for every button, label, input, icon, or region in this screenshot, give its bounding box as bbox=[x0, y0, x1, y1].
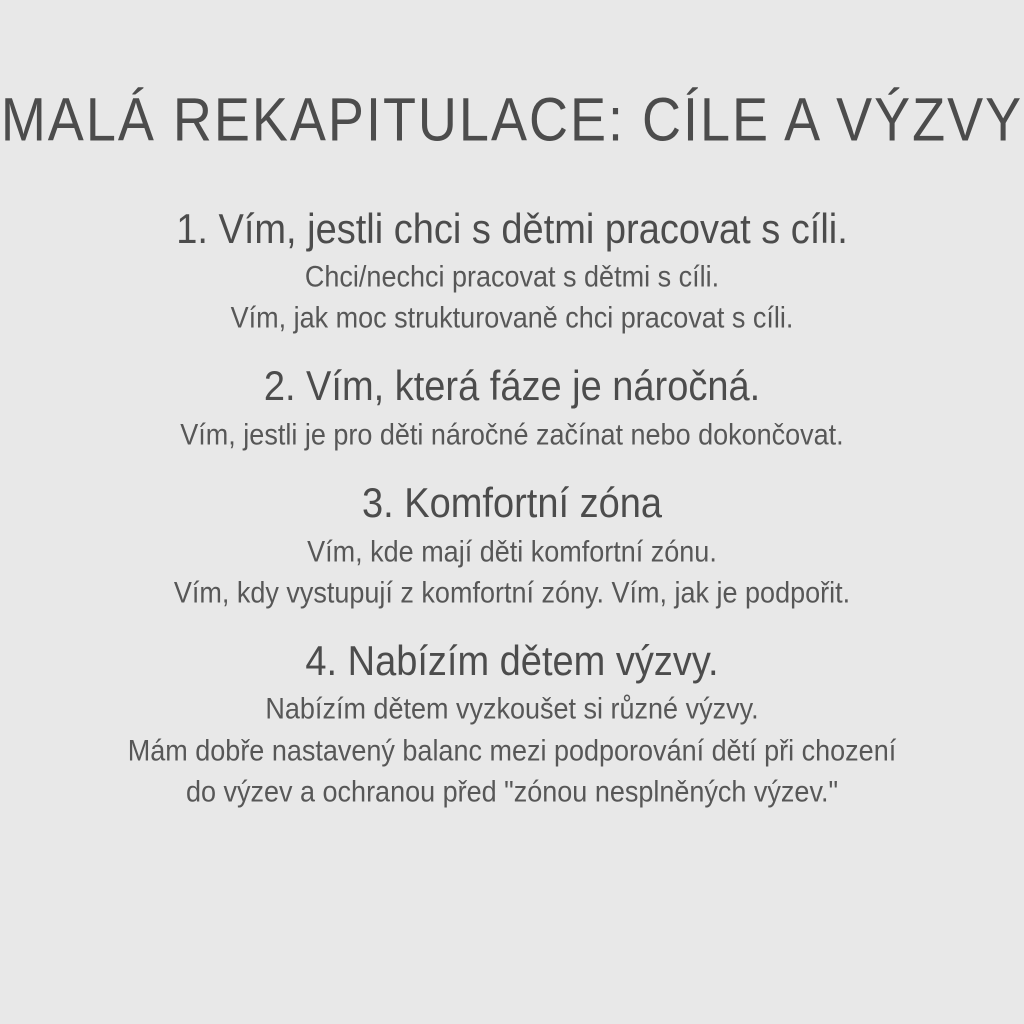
section-line: Mám dobře nastavený balanc mezi podporování dětí při chození bbox=[127, 734, 897, 767]
section-item-3 bbox=[40, 463, 984, 615]
section-line: Vím, kdy vystupují z komfortní zóny. Vím, jak je podpořit. bbox=[173, 576, 851, 609]
section-line: Chci/nechci pracovat s dětmi s cíli. bbox=[304, 260, 720, 294]
section-item-2 bbox=[40, 346, 984, 457]
section-item-1 bbox=[40, 189, 984, 341]
section-line: Vím, jestli je pro děti náročné začínat nebo dokončovat. bbox=[180, 418, 844, 452]
section-heading: 2. Vím, která fáze je náročná. bbox=[263, 364, 761, 411]
page-title: MALÁ REKAPITULACE: CÍLE A VÝZVY bbox=[0, 85, 1024, 155]
section-heading: 4. Nabízím dětem výzvy. bbox=[305, 638, 719, 685]
section-item-4 bbox=[40, 621, 984, 814]
section-line: Vím, kde mají děti komfortní zónu. bbox=[307, 535, 717, 568]
section-heading: 3. Komfortní zóna bbox=[362, 480, 662, 528]
section-line: Nabízím dětem vyzkoušet si různé výzvy. bbox=[265, 693, 759, 726]
section-line: do výzev a ochranou před "zónou nesplněných výzev." bbox=[185, 775, 839, 808]
section-line: Vím, jak moc strukturovaně chci pracovat s cíli. bbox=[230, 302, 794, 335]
section-heading: 1. Vím, jestli chci s dětmi pracovat s cíli. bbox=[176, 206, 848, 253]
